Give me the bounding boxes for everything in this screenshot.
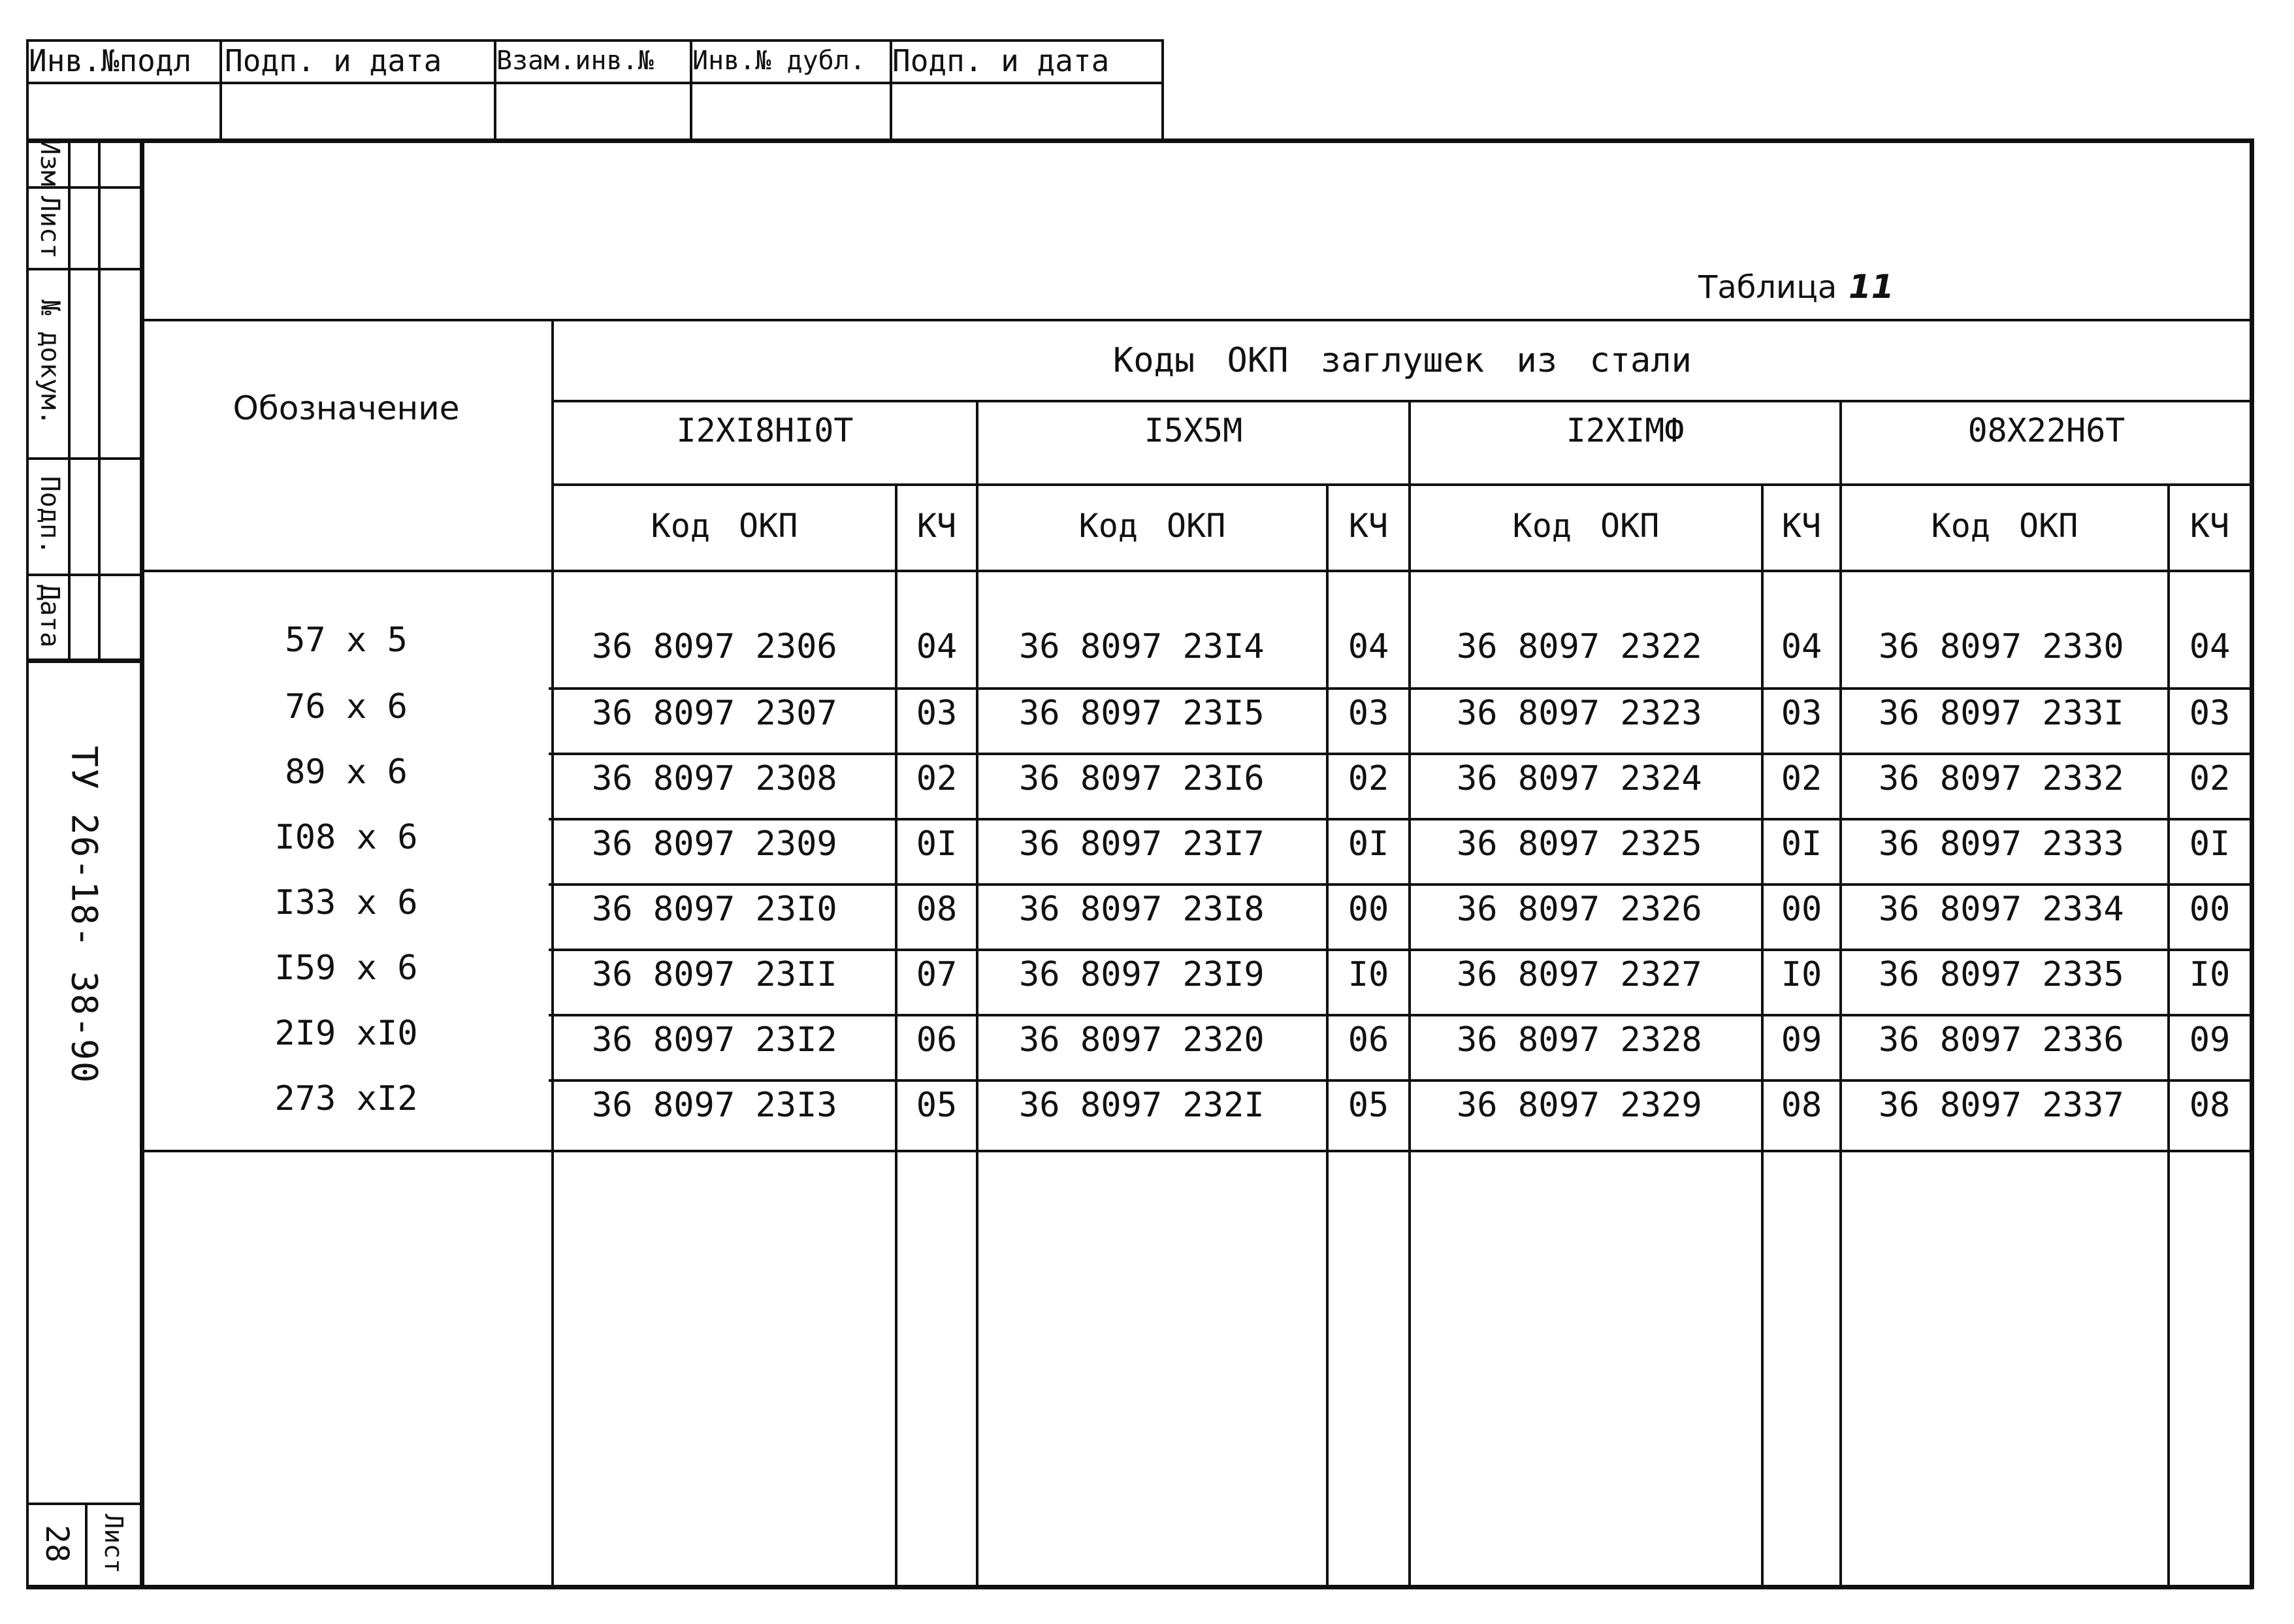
okp-code-cell: 36 8097 2328 [1457,1020,1702,1060]
okp-code-cell: 36 8097 2337 [1879,1086,2124,1125]
okp-code-cell: 36 8097 233I [1879,694,2124,733]
steel-header-1: I2XI8HI0T [676,412,854,449]
rev-label-list: Лист [35,195,65,259]
kch-cell: 0I [916,824,958,864]
okp-code-cell: 36 8097 23I4 [1019,627,1265,666]
okp-code-cell: 36 8097 2322 [1457,627,1702,666]
rev-label-izm: Изм [35,138,65,186]
kch-cell: 06 [916,1020,958,1060]
okp-code-cell: 36 8097 23I8 [1019,890,1265,929]
code-label-1: Код ОКП [651,507,798,545]
kch-cell: 04 [2189,627,2231,666]
okp-code-cell: 36 8097 23I2 [592,1020,837,1060]
steel-header-3: I2XIMФ [1566,412,1685,449]
table-caption [1698,268,1894,306]
kch-cell: 09 [1781,1020,1822,1060]
kch-label-2: КЧ [1348,507,1389,545]
okp-code-cell: 36 8097 23I3 [592,1086,837,1125]
kch-cell: 04 [1781,627,1822,666]
kch-cell: I0 [1348,955,1389,994]
row-designation: 89 x 6 [285,753,408,792]
okp-code-cell: 36 8097 2333 [1879,824,2124,864]
table-caption-number: 11 [1848,268,1894,306]
kch-cell: 05 [1348,1086,1389,1125]
okp-code-cell: 36 8097 2330 [1879,627,2124,666]
kch-label-1: КЧ [916,507,957,545]
okp-code-cell: 36 8097 2325 [1457,824,1702,864]
row-designation: 2I9 xI0 [274,1014,418,1053]
rev-label-podp: Подп. [35,476,65,555]
kch-cell: 03 [916,694,958,733]
okp-code-cell: 36 8097 2323 [1457,694,1702,733]
rev-label-doc-no: № докум. [35,299,65,426]
kch-cell: 03 [1781,694,1822,733]
row-designation: 57 x 5 [285,621,408,660]
okp-code-cell: 36 8097 232I [1019,1086,1265,1125]
table-caption-prefix: Таблица [1698,269,1837,306]
sheet-number: 28 [38,1525,75,1563]
row-designation: I33 x 6 [274,883,418,922]
steel-header-4: 08X22H6T [1967,412,2125,449]
kch-cell: 07 [916,955,958,994]
kch-cell: 00 [1781,890,1822,929]
stamp-header-inv-dubl: Инв.№ дубл. [692,46,865,76]
okp-code-cell: 36 8097 23I0 [592,890,837,929]
row-designation: I08 x 6 [274,818,418,857]
kch-cell: I0 [1781,955,1822,994]
kch-cell: 04 [916,627,958,666]
okp-code-cell: 36 8097 2329 [1457,1086,1702,1125]
kch-cell: 00 [2189,890,2231,929]
kch-cell: 04 [1348,627,1389,666]
okp-code-cell: 36 8097 23I9 [1019,955,1265,994]
okp-code-cell: 36 8097 2320 [1019,1020,1265,1060]
kch-cell: 05 [916,1086,958,1125]
okp-code-cell: 36 8097 2326 [1457,890,1702,929]
row-designation: 76 x 6 [285,687,408,726]
stamp-header-inv-podl: Инв.№подл [29,43,192,78]
kch-cell: 0I [1348,824,1389,864]
code-label-3: Код ОКП [1512,507,1660,545]
okp-code-cell: 36 8097 2336 [1879,1020,2124,1060]
kch-cell: 08 [916,890,958,929]
kch-cell: 08 [2189,1086,2231,1125]
okp-code-cell: 36 8097 2308 [592,759,837,798]
kch-cell: I0 [2189,955,2231,994]
kch-cell: 02 [2189,759,2231,798]
rev-label-data: Дата [35,584,65,648]
okp-code-cell: 36 8097 2334 [1879,890,2124,929]
kch-cell: 0I [2189,824,2231,864]
kch-cell: 03 [1348,694,1389,733]
okp-code-cell: 36 8097 2309 [592,824,837,864]
sheet-label: Лист [99,1514,129,1574]
okp-code-cell: 36 8097 2306 [592,627,837,666]
stamp-header-podp-data-2: Подп. и дата [892,43,1110,78]
kch-label-3: КЧ [1781,507,1822,545]
okp-code-cell: 36 8097 23I6 [1019,759,1265,798]
stamp-header-podp-data: Подп. и дата [225,43,442,78]
kch-cell: 00 [1348,890,1389,929]
kch-cell: 03 [2189,694,2231,733]
stamp-header-vzam-inv: Взам.инв.№ [496,46,654,76]
kch-cell: 09 [2189,1020,2231,1060]
okp-code-cell: 36 8097 2327 [1457,955,1702,994]
okp-code-cell: 36 8097 2335 [1879,955,2124,994]
kch-cell: 08 [1781,1086,1822,1125]
kch-label-4: КЧ [2189,507,2230,545]
okp-code-cell: 36 8097 2307 [592,694,837,733]
kch-cell: 06 [1348,1020,1389,1060]
okp-code-cell: 36 8097 2324 [1457,759,1702,798]
doc-code: ТУ 26-18- 38-90 [63,745,105,1084]
code-label-2: Код ОКП [1078,507,1226,545]
steel-header-2: I5X5M [1144,412,1243,449]
kch-cell: 02 [1781,759,1822,798]
okp-code-cell: 36 8097 23I5 [1019,694,1265,733]
okp-code-cell: 36 8097 23II [592,955,837,994]
kch-cell: 02 [916,759,958,798]
row-designation: I59 x 6 [274,949,418,988]
code-label-4: Код ОКП [1931,507,2078,545]
kch-cell: 0I [1781,824,1822,864]
row-designation: 273 xI2 [274,1079,418,1118]
kch-cell: 02 [1348,759,1389,798]
col-header-designation: Обозначение [233,389,460,427]
okp-code-cell: 36 8097 23I7 [1019,824,1265,864]
okp-code-cell: 36 8097 2332 [1879,759,2124,798]
group-header-okp-codes: Коды ОКП заглушек из стали [1113,341,1692,380]
